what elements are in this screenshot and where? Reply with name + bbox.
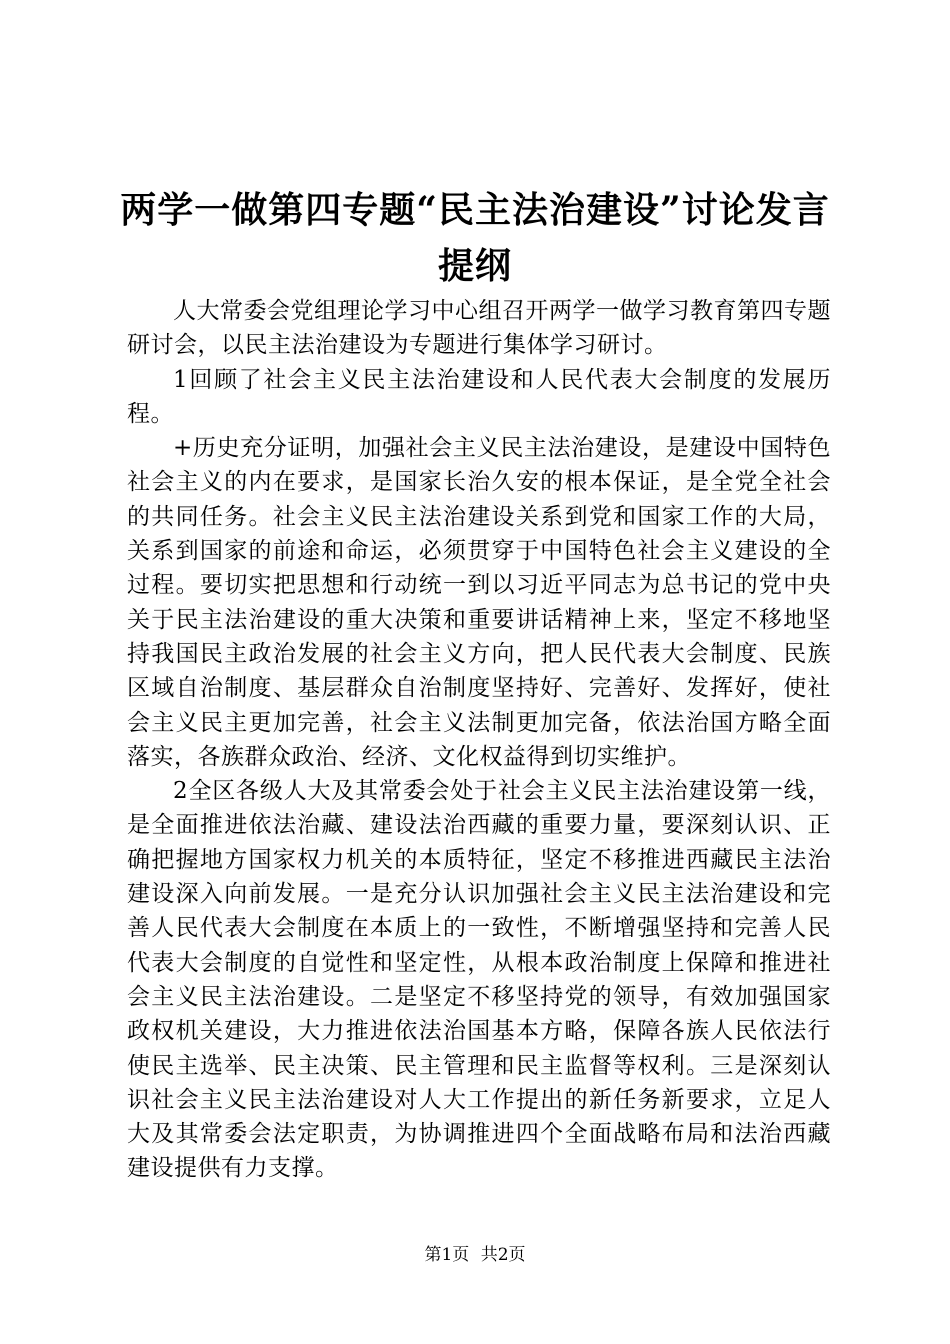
paragraph-point-2: 2全区各级人大及其常委会处于社会主义民主法治建设第一线，是全面推进依法治藏、建设法治西藏的重要力量，要深刻认识、正确把握地方国家权力机关的本质特征，坚定不移推进西藏民主法治建设深入向前发展。一是充分认识加强社会主义民主法治建设和完善人民代表大会制度在本质上的一致性，不断增强坚持和完善人民代表大会制度的自觉性和坚定性，从根本政治制度上保障和推进社会主义民主法治建设。二是坚定不移坚持党的领导，有效加强国家政权机关建设，大力推进依法治国基本方略，保障各族人民依法行使民主选举、民主决策、民主管理和民主监督等权利。三是深刻认识社会主义民主法治建设对人大工作提出的新任务新要求，立足人大及其常委会法定职责，为协调推进四个全面战略布局和法治西藏建设提供有力支撑。 (127, 778, 831, 1182)
document-title (100, 182, 850, 294)
paragraph-point-1: 1回顾了社会主义民主法治建设和人民代表大会制度的发展历程。 (127, 366, 831, 427)
paragraph-intro: 人大常委会党组理论学习中心组召开两学一做学习教育第四专题研讨会，以民主法治建设为专题进行集体学习研讨。 (127, 298, 831, 359)
page-number: 第1页 (424, 1245, 470, 1265)
title-line-2: 提纲 (437, 245, 512, 287)
page-total: 共2页 (480, 1245, 526, 1265)
page-footer (0, 1243, 950, 1267)
title-line-1: 两学一做第四专题“民主法治建设”讨论发言 (120, 189, 830, 231)
document-body (127, 294, 831, 1186)
paragraph-history: +历史充分证明，加强社会主义民主法治建设，是建设中国特色社会主义的内在要求，是国家长治久安的根本保证，是全党全社会的共同任务。社会主义民主法治建设关系到党和国家工作的大局，关系到国家的前途和命运，必须贯穿于中国特色社会主义建设的全过程。要切实把思想和行动统一到以习近平同志为总书记的党中央关于民主法治建设的重大决策和重要讲话精神上来，坚定不移地坚持我国民主政治发展的社会主义方向，把人民代表大会制度、民族区域自治制度、基层群众自治制度坚持好、完善好、发挥好，使社会主义民主更加完善，社会主义法制更加完备，依法治国方略全面落实，各族群众政治、经济、文化权益得到切实维护。 (127, 435, 831, 770)
